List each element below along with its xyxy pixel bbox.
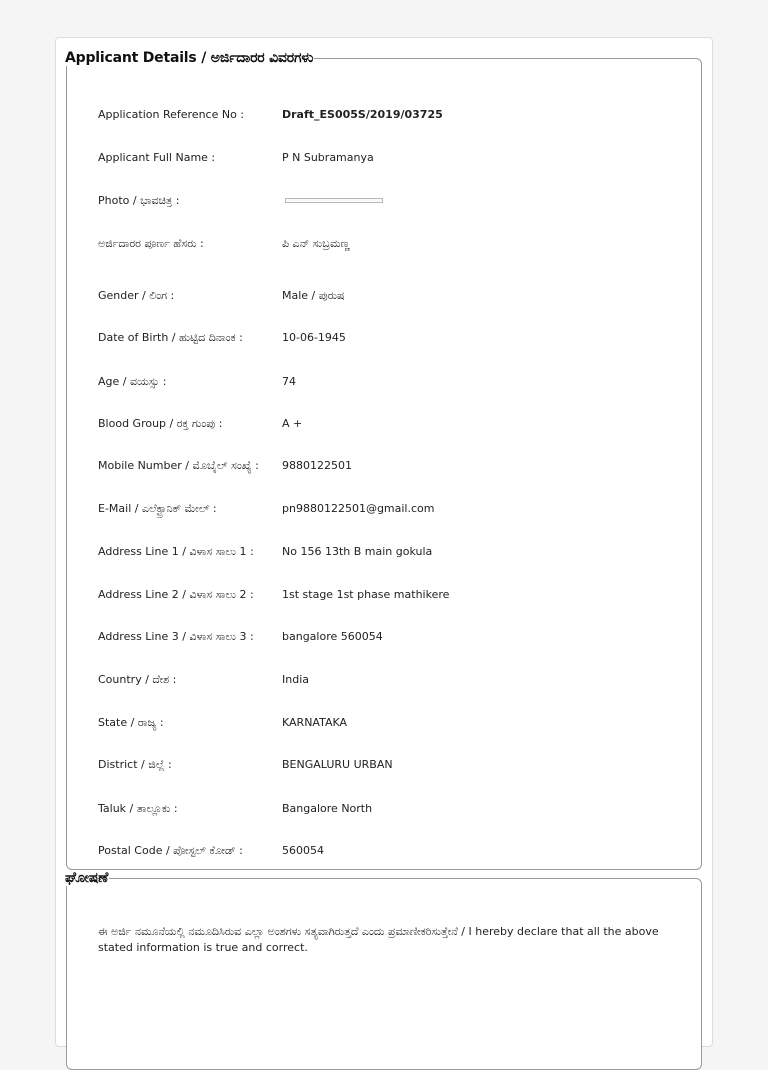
field-label: Applicant Full Name : — [98, 151, 216, 164]
field-value: Bangalore North — [282, 802, 373, 815]
field-label: E-Mail / ಎಲೆಕ್ಟ್ರಾನಿಕ್ ಮೇಲ್ : — [98, 502, 217, 515]
field-label: Photo / ಭಾವಚಿತ್ರ : — [98, 194, 180, 207]
field-label: State / ರಾಜ್ಯ : — [98, 716, 164, 729]
field-row-email — [67, 499, 701, 519]
field-value: pn9880122501@gmail.com — [282, 502, 435, 515]
field-row-postal-code — [67, 841, 701, 861]
field-row-address-1 — [67, 542, 701, 562]
field-value: bangalore 560054 — [282, 630, 383, 643]
field-label: Age / ವಯಸ್ಸು : — [98, 375, 167, 388]
field-value: P N Subramanya — [282, 151, 374, 164]
field-row-mobile — [67, 456, 701, 476]
field-row-address-3 — [67, 627, 701, 647]
field-label: Address Line 1 / ವಿಳಾಸ ಸಾಲು 1 : — [98, 545, 254, 558]
field-label: Address Line 3 / ವಿಳಾಸ ಸಾಲು 3 : — [98, 630, 254, 643]
field-value: KARNATAKA — [282, 716, 348, 729]
field-label: Gender / ಲಿಂಗ : — [98, 289, 175, 302]
field-label: Date of Birth / ಹುಟ್ಟಿದ ದಿನಾಂಕ : — [98, 331, 243, 344]
applicant-details-fieldset — [66, 50, 702, 870]
declaration-fieldset — [66, 870, 702, 1070]
field-label: Application Reference No : — [98, 108, 245, 121]
field-value: India — [282, 673, 309, 686]
field-row-state — [67, 713, 701, 733]
field-row-gender — [67, 286, 701, 306]
declaration-legend: ಘೋಷಣೆ — [65, 870, 109, 886]
field-row-age — [67, 372, 701, 392]
field-label: ಅರ್ಜಿದಾರರ ಪೂರ್ಣ ಹೆಸರು : — [98, 237, 204, 250]
field-row-dob — [67, 328, 701, 348]
field-row-address-2 — [67, 585, 701, 605]
field-label: Country / ದೇಶ : — [98, 673, 177, 686]
field-value: 1st stage 1st phase mathikere — [282, 588, 450, 601]
field-row-country — [67, 670, 701, 690]
field-value: Male / ಪುರುಷ — [282, 289, 345, 302]
field-label: Mobile Number / ಮೊಬೈಲ್ ಸಂಖ್ಯೆ : — [98, 459, 259, 472]
field-value: 74 — [282, 375, 296, 388]
form-sheet — [55, 37, 713, 1047]
field-value: No 156 13th B main gokula — [282, 545, 433, 558]
field-label: Blood Group / ರಕ್ತ ಗುಂಪು : — [98, 417, 223, 430]
field-label: Taluk / ತಾಲ್ಲೂಕು : — [98, 802, 178, 815]
field-row-taluk — [67, 799, 701, 819]
field-value: 9880122501 — [282, 459, 352, 472]
field-value: BENGALURU URBAN — [282, 758, 393, 771]
field-label: Postal Code / ಪೋಸ್ಟಲ್ ಕೋಡ್ : — [98, 844, 243, 857]
field-value: 560054 — [282, 844, 324, 857]
photo-placeholder — [285, 198, 383, 203]
field-row-blood-group — [67, 414, 701, 434]
field-value: A + — [282, 417, 303, 430]
field-row-photo — [67, 191, 701, 211]
field-value: ಪಿ ಎನ್ ಸುಬ್ರಮಣ್ಣ — [282, 237, 350, 250]
field-label: District / ಜಿಲ್ಲೆ : — [98, 758, 172, 771]
declaration-text: ಈ ಅರ್ಜಿ ನಮೂನೆಯಲ್ಲಿ ನಮೂದಿಸಿರುವ ಎಲ್ಲಾ ಅಂಶಗಳು ಸತ್ಯವಾಗಿರುತ್ತದೆ ಎಂದು ಪ್ರಮಾಣೀಕರಿಸುತ್ತೇನೆ / I hereby declare that all the above stated information is true and correct. — [98, 925, 659, 954]
field-row-kannada-name — [67, 234, 701, 254]
applicant-details-legend: Applicant Details / ಅರ್ಜಿದಾರರ ವಿವರಗಳು — [65, 50, 314, 66]
field-label: Address Line 2 / ವಿಳಾಸ ಸಾಲು 2 : — [98, 588, 254, 601]
field-row-district — [67, 755, 701, 775]
field-row-full-name — [67, 148, 701, 168]
field-value: 10-06-1945 — [282, 331, 346, 344]
field-value: Draft_ES005S/2019/03725 — [282, 108, 443, 121]
field-row-reference — [67, 105, 701, 125]
